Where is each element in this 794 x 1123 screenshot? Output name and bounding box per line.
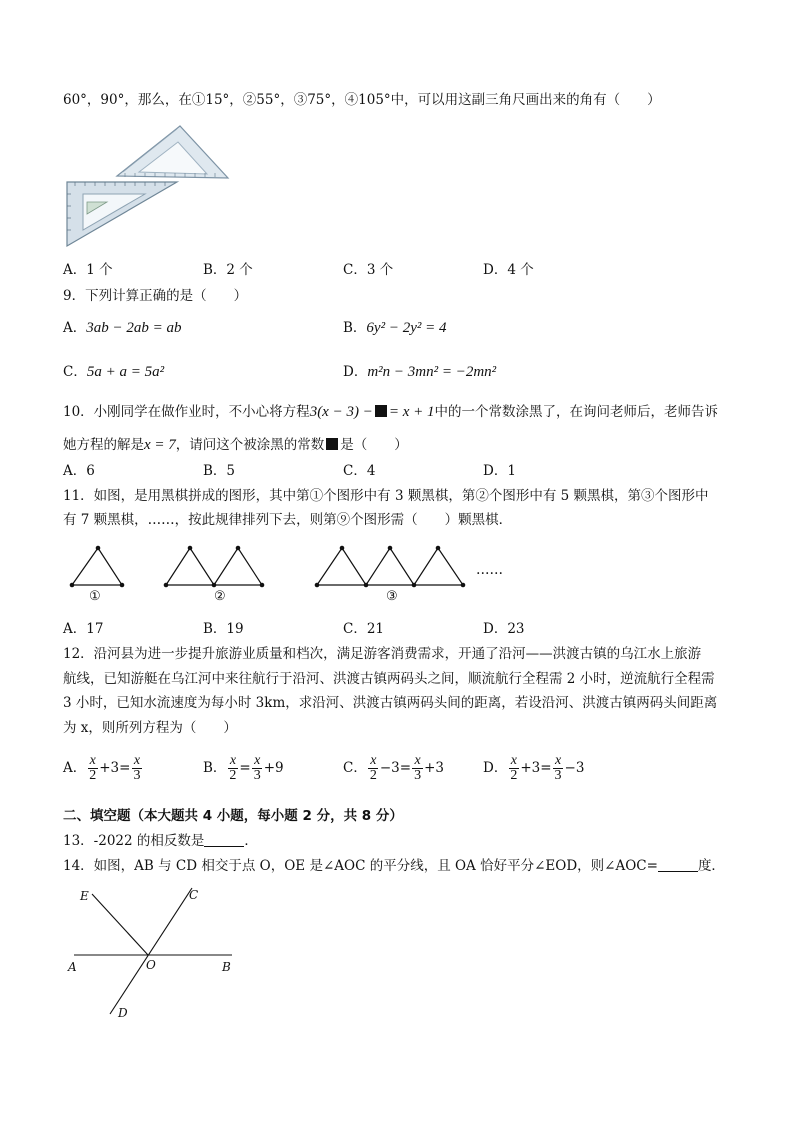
q12-option-a: A． $\frac{x}{2}$ +3= $\frac{x}{3}$ [63, 753, 141, 783]
figure-label-2: ② [214, 589, 226, 604]
answer-blank [204, 834, 244, 847]
point-label-d: D [118, 1006, 128, 1020]
figure-label-3: ③ [386, 589, 398, 604]
q12-line1: 12．沿河县为进一步提升旅游业质量和档次，满足游客消费需求，开通了沿河——洪渡古镇的乌江水上旅游 [63, 646, 702, 662]
blacked-out-constant [375, 405, 387, 417]
q12-line4: 为 x，则所列方程为（ ） [63, 720, 237, 736]
q12-line2: 航线，已知游艇在乌江河中来往航行于沿河、洪渡古镇两码头之间，顺流航行全程需 2 小时，逆流航行全程需 [63, 671, 715, 687]
q8-option-b: B．2 个 [203, 262, 253, 278]
q10-option-d: D．1 [483, 463, 516, 479]
q12-line3: 3 小时，已知水流速度为每小时 3km，求沿河、洪渡古镇两码头间的距离，若设沿河、洪渡古镇两码头间距离 [63, 695, 718, 711]
q11-option-d: D．23 [483, 621, 525, 637]
q11-line2: 有 7 颗黑棋，……，按此规律排列下去，则第⑨个图形需（ ）颗黑棋． [63, 512, 513, 528]
q10-option-b: B．5 [203, 463, 236, 479]
pattern-ellipsis: …… [476, 562, 503, 578]
q11-option-a: A．17 [63, 621, 104, 637]
q8-option-d: D．4 个 [483, 262, 534, 278]
black-chess-pattern-figure [60, 540, 520, 610]
q12-option-b: B． $\frac{x}{2}$ = $\frac{x}{3}$ +9 [203, 753, 284, 783]
q10-option-a: A．6 [63, 463, 95, 479]
set-squares-image [65, 122, 235, 250]
q8-text: 60°，90°，那么，在①15°，②55°，③75°，④105°中，可以用这副三角尺画出来的角有（ ） [63, 92, 661, 108]
q12-option-d: D． $\frac{x}{2}$ +3= $\frac{x}{3}$ −3 [483, 753, 585, 783]
point-label-a: A [68, 960, 77, 974]
q9-stem: 9．下列计算正确的是（ ） [63, 288, 248, 304]
q8-option-a: A．1 个 [63, 262, 113, 278]
point-label-o: O [146, 958, 156, 972]
point-label-b: B [222, 960, 231, 974]
q10-option-c: C．4 [343, 463, 376, 479]
q11-line1: 11．如图，是用黑棋拼成的图形，其中第①个图形中有 3 颗黑棋，第②个图形中有 5 颗黑棋，第③个图形中 [63, 488, 709, 504]
blacked-out-constant [326, 438, 338, 450]
q10-line2: 她方程的解是x = 7，请问这个被涂黑的常数 是（ ） [63, 437, 408, 453]
q13-text: 13．-2022 的相反数是 ． [63, 833, 258, 849]
section-heading: 二、填空题（本大题共 4 小题，每小题 2 分，共 8 分） [63, 808, 403, 824]
q11-option-c: C．21 [343, 621, 385, 637]
figure-label-1: ① [89, 589, 101, 604]
q9-option-a: A．3ab − 2ab = ab [63, 320, 182, 336]
answer-blank [658, 859, 698, 872]
q14-text: 14．如图，AB 与 CD 相交于点 O，OE 是∠AOC 的平分线，且 OA 恰好平分∠EOD，则∠AOC= 度． [63, 858, 725, 874]
q10-line1: 10．小刚同学在做作业时，不小心将方程3(x − 3) − = x + 1中的一个常数涂黑了，在询问老师后，老师告诉 [63, 404, 718, 420]
intersecting-lines-figure [62, 880, 247, 1020]
q9-option-b: B．6y² − 2y² = 4 [343, 320, 447, 336]
q9-option-d: D．m²n − 3mn² = −2mn² [343, 364, 497, 380]
q8-option-c: C．3 个 [343, 262, 394, 278]
q9-option-c: C．5a + a = 5a² [63, 364, 165, 380]
q11-option-b: B．19 [203, 621, 244, 637]
point-label-c: C [189, 888, 199, 902]
point-label-e: E [80, 889, 89, 903]
q12-option-c: C． $\frac{x}{2}$ −3= $\frac{x}{3}$ +3 [343, 753, 444, 783]
